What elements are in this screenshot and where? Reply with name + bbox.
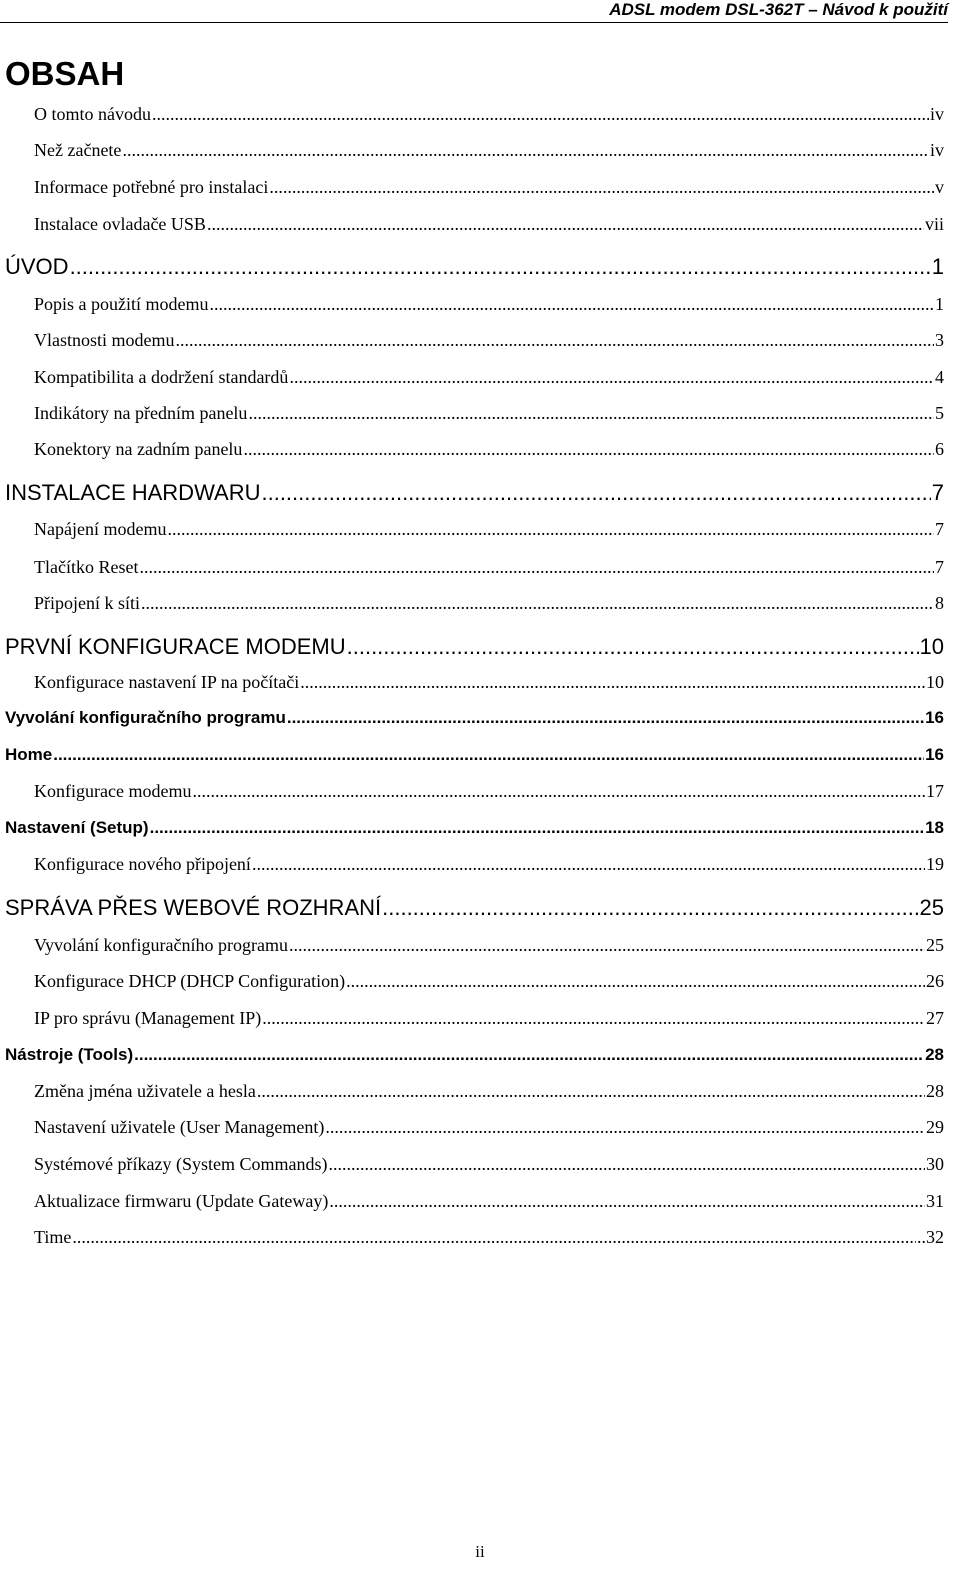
toc-dot-leader [287,708,924,728]
toc-entry-page: 8 [935,593,944,613]
toc-entry-page: 7 [931,480,944,505]
toc-entry[interactable] [34,330,944,351]
toc-entry[interactable] [34,403,944,424]
toc-entry-label: Kompatibilita a dodržení standardů [34,367,289,387]
toc-entry-page: 28 [925,1045,944,1064]
toc-dot-leader [150,818,924,838]
toc-dot-leader [300,672,925,693]
toc-entry-label: Napájení modemu [34,519,167,539]
running-header [0,0,948,23]
toc-entry-label: Time [34,1227,72,1247]
toc-dot-leader [53,745,924,765]
page-number: ii [475,1542,485,1561]
toc-entry-label: Instalace ovladače USB [34,214,206,234]
toc-dot-leader [347,634,919,660]
toc-entry[interactable] [34,294,944,315]
toc-dot-leader [122,140,929,161]
toc-entry[interactable] [34,781,944,802]
toc-entry-page: 4 [935,367,944,387]
toc-entry[interactable] [34,1081,944,1102]
toc-entry[interactable] [34,1227,944,1248]
page-title: OBSAH [5,55,125,92]
toc-dot-leader [262,1008,925,1029]
toc-entry-label: PRVNÍ KONFIGURACE MODEMU [5,634,346,659]
toc-entry-page: 16 [925,708,944,727]
toc-entry[interactable] [5,708,944,728]
toc-entry-label: Vlastnosti modemu [34,330,175,350]
toc-entry-label: Nastavení uživatele (User Management) [34,1117,325,1137]
toc-entry-page: 19 [926,854,944,874]
toc-entry-label: Konfigurace modemu [34,781,192,801]
toc-entry-page: 27 [926,1008,944,1028]
toc-entry[interactable] [34,935,944,956]
toc-entry[interactable] [34,367,944,388]
toc-entry[interactable] [5,634,944,660]
header-title: ADSL modem DSL-362T – Návod k použití [609,0,948,19]
toc-entry[interactable] [5,895,944,921]
toc-dot-leader [152,104,929,125]
toc-entry-page: 10 [926,672,944,692]
toc-dot-leader [328,1154,925,1175]
toc-dot-leader [346,971,925,992]
toc-dot-leader [289,935,925,956]
toc-entry-label: Než začnete [34,140,122,160]
toc-entry-page: 26 [926,971,944,991]
toc-entry-label: Vyvolání konfiguračního programu [5,708,286,727]
toc-entry-label: Připojení k síti [34,593,141,613]
toc-entry-page: 18 [925,818,944,837]
toc-entry-label: Konfigurace DHCP (DHCP Configuration) [34,971,346,991]
toc-entry[interactable] [34,214,944,235]
toc-entry-label: Změna jména uživatele a hesla [34,1081,256,1101]
toc-entry-label: ÚVOD [5,254,69,279]
toc-dot-leader [329,1191,925,1212]
toc-entry-label: Konektory na zadním panelu [34,439,243,459]
toc-entry[interactable] [34,1154,944,1175]
toc-dot-leader [243,439,934,460]
toc-entry[interactable] [34,971,944,992]
toc-entry-label: Tlačítko Reset [34,557,139,577]
toc-dot-leader [261,480,930,506]
toc-entry[interactable] [34,1008,944,1029]
toc-dot-leader [257,1081,925,1102]
toc-entry-page: 28 [926,1081,944,1101]
toc-dot-leader [134,1045,924,1065]
toc-entry-label: Konfigurace nastavení IP na počítači [34,672,300,692]
toc-entry[interactable] [34,557,944,578]
toc-entry-label: Nástroje (Tools) [5,1045,134,1064]
toc-entry[interactable] [34,519,944,540]
toc-dot-leader [325,1117,925,1138]
toc-entry[interactable] [5,818,944,838]
toc-dot-leader [72,1227,916,1248]
toc-entry-page: iv [929,104,944,124]
toc-entry-page: 3 [935,330,944,350]
toc-entry-page: 1 [931,254,944,279]
toc-entry-page: 16 [925,745,944,764]
toc-dot-leader [167,519,934,540]
toc-entry-page: 30 [926,1154,944,1174]
toc-entry-label: SPRÁVA PŘES WEBOVÉ ROZHRANÍ [5,895,382,920]
toc-entry-page: 7 [935,519,944,539]
toc-entry-label: Informace potřebné pro instalaci [34,177,269,197]
toc-dot-leader [210,294,935,315]
toc-dot-leader [382,895,918,921]
toc-entry-label: Konfigurace nového připojení [34,854,251,874]
toc-entry[interactable] [34,1191,944,1212]
toc-entry-page: 17 [926,781,944,801]
toc-entry[interactable] [34,672,944,693]
toc-entry-label: Vyvolání konfiguračního programu [34,935,288,955]
toc-entry-label: Nastavení (Setup) [5,818,149,837]
toc-entry-page: 7 [935,557,944,577]
toc-entry-page: vii [924,214,944,234]
toc-dot-leader [289,367,934,388]
toc-entry[interactable] [34,104,944,125]
toc-entry-page: 6 [935,439,944,459]
toc-entry-page: 10 [919,634,944,659]
toc-entry-page: ..32 [917,1227,944,1247]
toc-entry[interactable] [34,1117,944,1138]
toc-dot-leader [269,177,934,198]
toc-entry[interactable] [34,854,944,875]
toc-entry[interactable] [34,140,944,161]
toc-entry-page: 5 [935,403,944,423]
toc-entry-label: Indikátory na předním panelu [34,403,248,423]
toc-entry[interactable] [5,480,944,506]
toc-entry[interactable] [34,177,944,198]
toc-entry-page: 25 [919,895,944,920]
toc-entry-label: O tomto návodu [34,104,151,124]
toc-entry-page: 31 [926,1191,944,1211]
toc-entry[interactable] [5,745,944,765]
toc-dot-leader [141,593,934,614]
toc-dot-leader [248,403,934,424]
toc-entry-page: v [935,177,944,197]
toc-entry-page: iv [929,140,944,160]
toc-entry-label: Popis a použití modemu [34,294,209,314]
toc-entry-label: Home [5,745,53,764]
toc-entry-label: Systémové příkazy (System Commands) [34,1154,328,1174]
toc-entry[interactable] [5,1045,944,1065]
toc-dot-leader [252,854,925,875]
toc-dot-leader [207,214,924,235]
toc-dot-leader [176,330,935,351]
toc-entry-page: 1 [935,294,944,314]
toc-dot-leader [70,254,931,280]
toc-entry-label: IP pro správu (Management IP) [34,1008,262,1028]
toc-entry[interactable] [34,439,944,460]
toc-entry-page: 25 [926,935,944,955]
toc-entry[interactable] [34,593,944,614]
toc-entry[interactable] [5,254,944,280]
toc-entry-page: 29 [926,1117,944,1137]
toc-entry-label: Aktualizace firmwaru (Update Gateway) [34,1191,329,1211]
toc-entry-label: INSTALACE HARDWARU [5,480,261,505]
toc-dot-leader [139,557,934,578]
toc-dot-leader [192,781,925,802]
